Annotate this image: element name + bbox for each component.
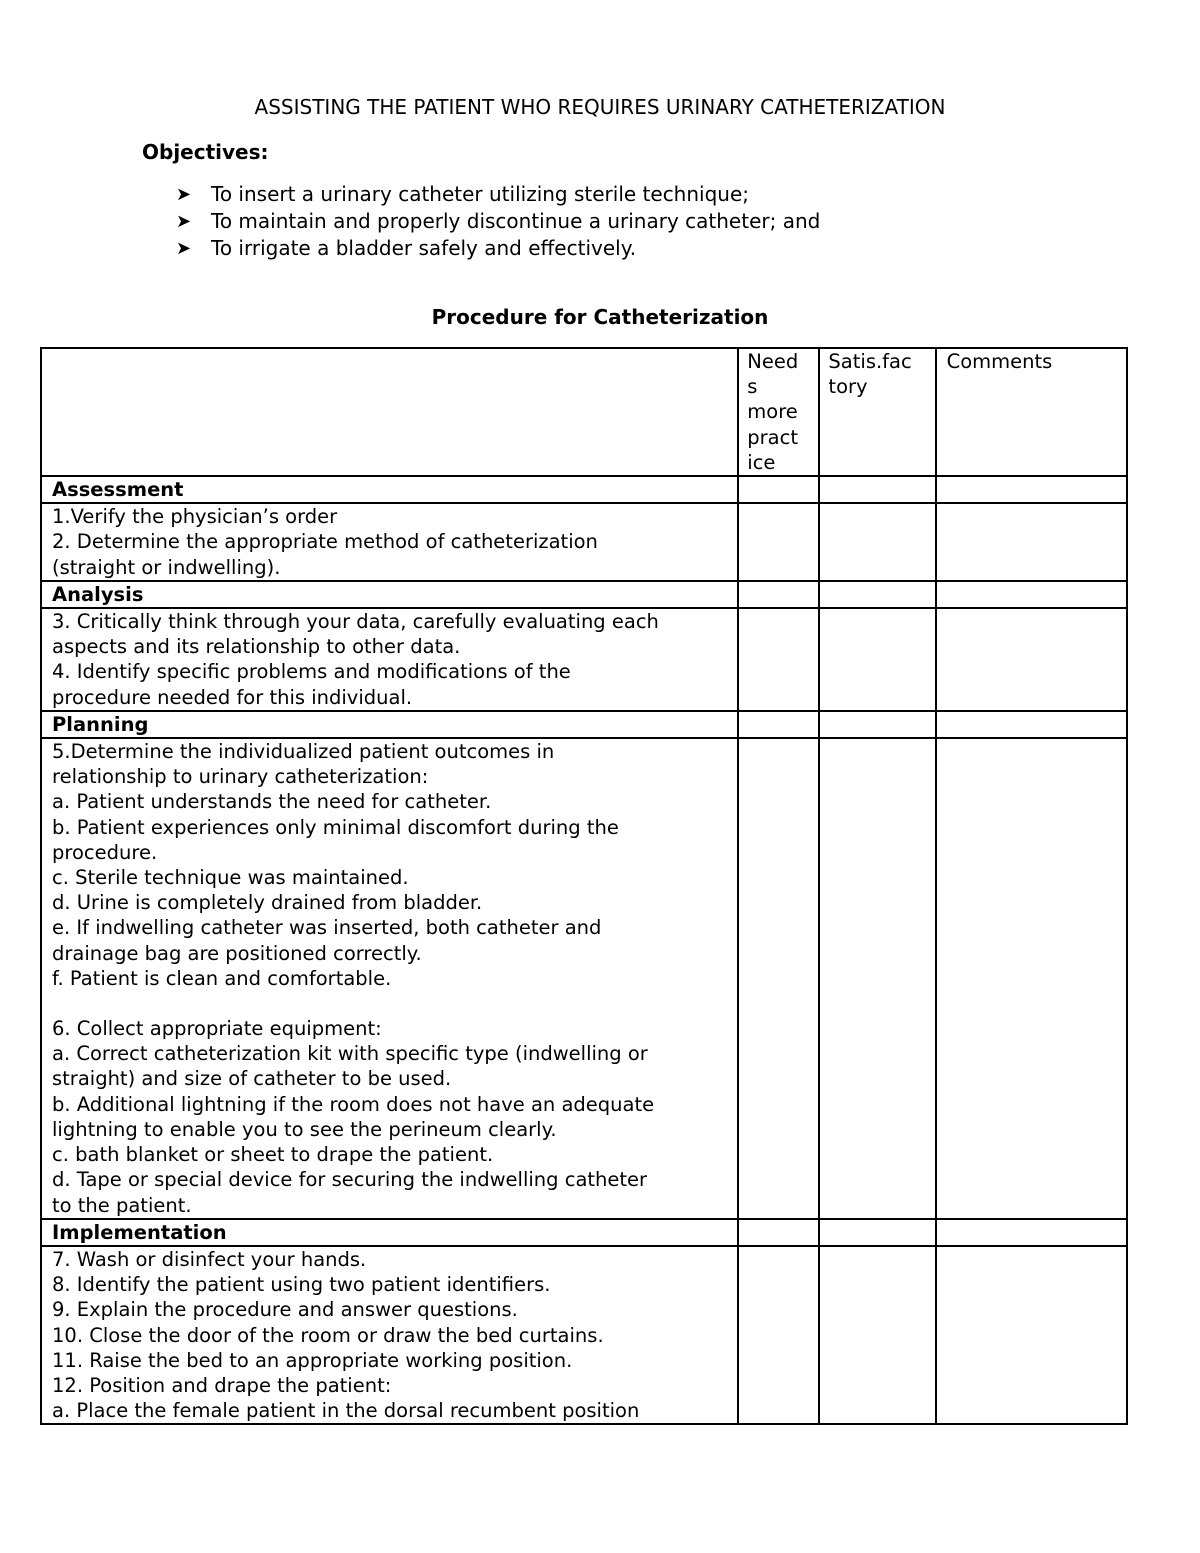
comments-cell[interactable] — [936, 711, 1127, 738]
step-text — [41, 608, 738, 711]
step-line: 12. Position and drape the patient: — [52, 1373, 392, 1397]
satisfactory-cell[interactable] — [819, 581, 935, 608]
satisfactory-cell[interactable] — [819, 503, 935, 581]
step-line: to the patient. — [52, 1193, 192, 1217]
step-line: 2. Determine the appropriate method of catheterization — [52, 530, 598, 554]
objective-item — [176, 235, 820, 262]
objectives-heading: Objectives: — [142, 140, 269, 164]
step-line: 11. Raise the bed to an appropriate working position. — [52, 1348, 573, 1372]
step-line: f. Patient is clean and comfortable. — [52, 966, 392, 990]
needs-practice-cell[interactable] — [738, 503, 819, 581]
step-line: aspects and its relationship to other data. — [52, 635, 461, 659]
objective-text: To maintain and properly discontinue a urinary catheter; and — [211, 209, 821, 233]
step-line: (straight or indwelling). — [52, 555, 281, 579]
header-line: pract — [747, 425, 798, 449]
step-line: b. Patient experiences only minimal discomfort during the — [52, 815, 619, 839]
needs-practice-cell[interactable] — [738, 476, 819, 503]
satisfactory-cell[interactable] — [819, 711, 935, 738]
needs-practice-cell[interactable] — [738, 1246, 819, 1424]
comments-cell[interactable] — [936, 581, 1127, 608]
satisfactory-cell[interactable] — [819, 1246, 935, 1424]
phase-row-implementation — [41, 1219, 1127, 1246]
objectives-list — [176, 181, 820, 262]
objective-item — [176, 181, 820, 208]
step-row — [41, 503, 1127, 581]
satisfactory-cell[interactable] — [819, 476, 935, 503]
step-line: 6. Collect appropriate equipment: — [52, 1017, 382, 1041]
blank-line — [52, 991, 727, 1016]
header-line: s — [747, 375, 758, 399]
objective-item — [176, 208, 820, 235]
needs-practice-cell[interactable] — [738, 581, 819, 608]
step-line: 3. Critically think through your data, carefully evaluating each — [52, 610, 659, 634]
step-line: drainage bag are positioned correctly. — [52, 941, 422, 965]
step-line: 5.Determine the individualized patient outcomes in — [52, 740, 555, 764]
step-text — [41, 738, 738, 1219]
phase-row-planning — [41, 711, 1127, 738]
comments-cell[interactable] — [936, 608, 1127, 711]
step-line: procedure needed for this individual. — [52, 685, 413, 709]
table-header-row — [41, 348, 1127, 476]
objective-text: To irrigate a bladder safely and effectively. — [211, 236, 637, 260]
step-line: d. Urine is completely drained from bladder. — [52, 891, 483, 915]
step-line: 8. Identify the patient using two patient identifiers. — [52, 1273, 551, 1297]
phase-row-assessment — [41, 476, 1127, 503]
header-line: tory — [828, 375, 868, 399]
arrowhead-bullet-icon: ➤ — [176, 238, 192, 259]
needs-practice-cell[interactable] — [738, 711, 819, 738]
header-line: ice — [747, 450, 776, 474]
step-line: c. Sterile technique was maintained. — [52, 866, 409, 890]
step-row — [41, 1246, 1127, 1424]
header-needs-more-practice — [738, 348, 819, 476]
step-line: procedure. — [52, 840, 158, 864]
comments-cell[interactable] — [936, 503, 1127, 581]
page-title: ASSISTING THE PATIENT WHO REQUIRES URINARY CATHETERIZATION — [254, 95, 946, 119]
needs-practice-cell[interactable] — [738, 608, 819, 711]
header-line: more — [747, 400, 798, 424]
header-satisfactory — [819, 348, 935, 476]
objective-text: To insert a urinary catheter utilizing sterile technique; — [211, 182, 750, 206]
comments-cell[interactable] — [936, 1246, 1127, 1424]
needs-practice-cell[interactable] — [738, 738, 819, 1219]
step-line: 4. Identify specific problems and modifications of the — [52, 660, 571, 684]
step-line: a. Place the female patient in the dorsal recumbent position — [52, 1399, 640, 1423]
header-comments: Comments — [936, 348, 1127, 476]
procedure-title: Procedure for Catheterization — [431, 305, 769, 329]
step-row — [41, 738, 1127, 1219]
step-row — [41, 608, 1127, 711]
step-line: c. bath blanket or sheet to drape the patient. — [52, 1143, 494, 1167]
procedure-checklist-table — [40, 347, 1128, 1425]
phase-label: Planning — [41, 711, 738, 738]
comments-cell[interactable] — [936, 476, 1127, 503]
step-text — [41, 503, 738, 581]
satisfactory-cell[interactable] — [819, 1219, 935, 1246]
header-step — [41, 348, 738, 476]
phase-label: Assessment — [41, 476, 738, 503]
phase-label: Implementation — [41, 1219, 738, 1246]
needs-practice-cell[interactable] — [738, 1219, 819, 1246]
step-line: 7. Wash or disinfect your hands. — [52, 1247, 367, 1271]
arrowhead-bullet-icon: ➤ — [176, 211, 192, 232]
step-line: relationship to urinary catheterization: — [52, 765, 429, 789]
comments-cell[interactable] — [936, 738, 1127, 1219]
step-line: a. Correct catheterization kit with specific type (indwelling or — [52, 1042, 648, 1066]
step-line: e. If indwelling catheter was inserted, both catheter and — [52, 916, 602, 940]
satisfactory-cell[interactable] — [819, 608, 935, 711]
step-text — [41, 1246, 738, 1424]
step-line: a. Patient understands the need for catheter. — [52, 790, 492, 814]
satisfactory-cell[interactable] — [819, 738, 935, 1219]
step-line: 1.Verify the physician’s order — [52, 505, 338, 529]
phase-row-analysis — [41, 581, 1127, 608]
comments-cell[interactable] — [936, 1219, 1127, 1246]
header-line: Need — [747, 350, 799, 373]
arrowhead-bullet-icon: ➤ — [176, 184, 192, 205]
step-line: b. Additional lightning if the room does not have an adequate — [52, 1092, 655, 1116]
step-line: straight) and size of catheter to be used. — [52, 1067, 452, 1091]
header-line: Satis.fac — [828, 350, 912, 373]
step-line: 9. Explain the procedure and answer questions. — [52, 1298, 518, 1322]
step-line: lightning to enable you to see the perineum clearly. — [52, 1117, 557, 1141]
step-line: 10. Close the door of the room or draw the bed curtains. — [52, 1323, 604, 1347]
step-line: d. Tape or special device for securing the indwelling catheter — [52, 1168, 648, 1192]
phase-label: Analysis — [41, 581, 738, 608]
